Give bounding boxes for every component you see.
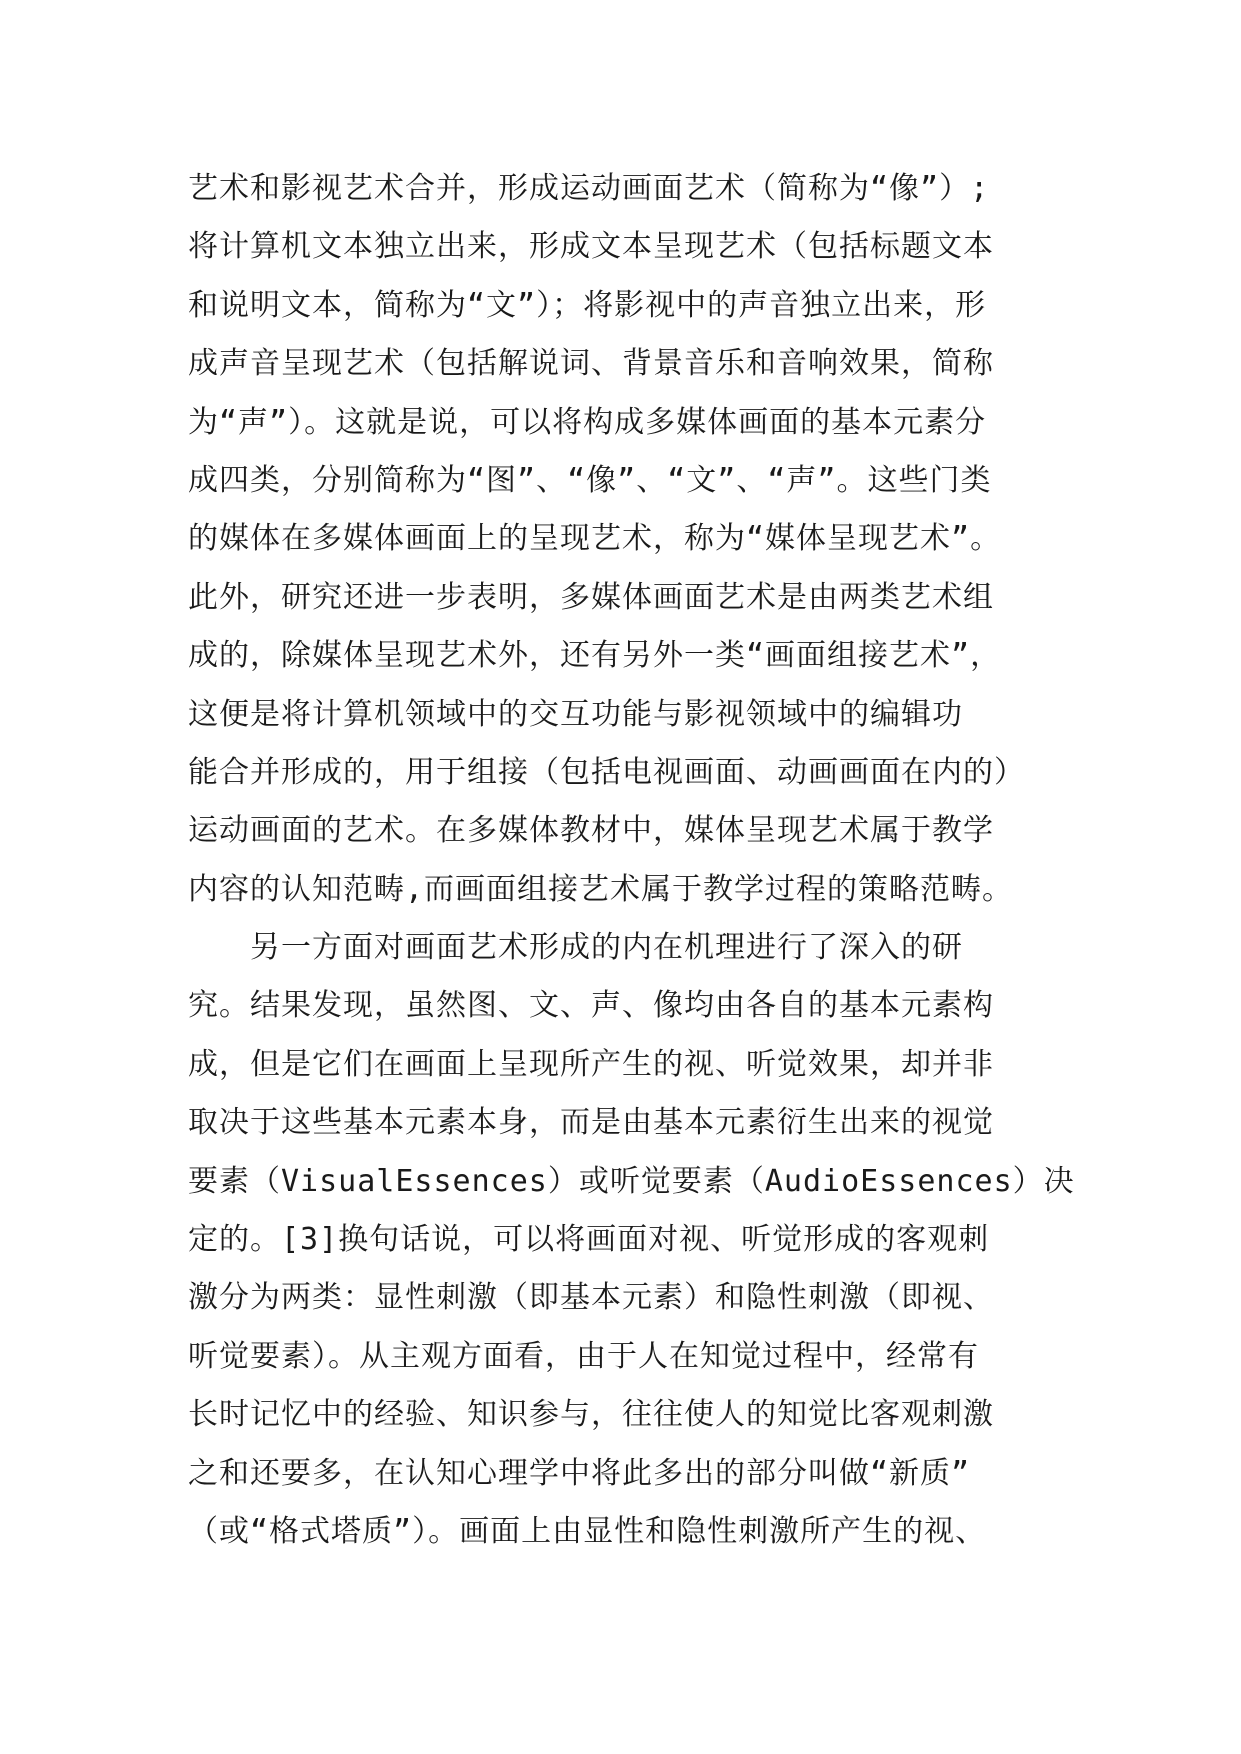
text-line: 的媒体在多媒体画面上的呈现艺术，称为“媒体呈现艺术”。 [188, 521, 1002, 557]
text-line: 能合并形成的，用于组接（包括电视画面、动画画面在内的） [188, 754, 1025, 790]
text-line: 成，但是它们在画面上呈现所产生的视、听觉效果，却并非 [188, 1046, 994, 1082]
text-line: 要素（VisualEssences）或听觉要素（AudioEssences）决 [188, 1163, 1075, 1199]
text-line: 此外，研究还进一步表明，多媒体画面艺术是由两类艺术组 [188, 579, 994, 615]
text-line: 之和还要多，在认知心理学中将此多出的部分叫做“新质” [188, 1455, 971, 1491]
text-line: 成四类，分别简称为“图”、“像”、“文”、“声”。这些门类 [188, 462, 992, 498]
text-line: 定的。[3]换句话说，可以将画面对视、听觉形成的客观刺 [188, 1222, 990, 1258]
text-line: 究。结果发现，虽然图、文、声、像均由各自的基本元素构 [188, 988, 994, 1024]
paragraph-start-line: 另一方面对画面艺术形成的内在机理进行了深入的研 [188, 930, 963, 966]
text-line: 长时记忆中的经验、知识参与，往往使人的知觉比客观刺激 [188, 1397, 994, 1433]
text-line: 将计算机文本独立出来，形成文本呈现艺术（包括标题文本 [188, 229, 994, 265]
text-line: 激分为两类：显性刺激（即基本元素）和隐性刺激（即视、 [188, 1280, 994, 1316]
text-line: 成的，除媒体呈现艺术外，还有另外一类“画面组接艺术”， [188, 638, 1002, 674]
text-line: 为“声”）。这就是说，可以将构成多媒体画面的基本元素分 [188, 404, 987, 440]
text-line: （或“格式塔质”）。画面上由显性和隐性刺激所产生的视、 [188, 1513, 987, 1549]
text-line: 内容的认知范畴,而画面组接艺术属于教学过程的策略范畴。 [188, 871, 1014, 907]
body-text [188, 160, 1073, 1561]
text-line: 成声音呈现艺术（包括解说词、背景音乐和音响效果，简称 [188, 346, 994, 382]
text-line: 运动画面的艺术。在多媒体教材中，媒体呈现艺术属于教学 [188, 813, 994, 849]
text-line: 和说明文本，简称为“文”）；将影视中的声音独立出来，形 [188, 287, 987, 323]
text-line: 这便是将计算机领域中的交互功能与影视领域中的编辑功 [188, 696, 963, 732]
text-line: 艺术和影视艺术合并，形成运动画面艺术（简称为“像”）; [188, 171, 990, 206]
text-line: 取决于这些基本元素本身，而是由基本元素衍生出来的视觉 [188, 1105, 994, 1141]
text-line: 听觉要素）。从主观方面看，由于人在知觉过程中，经常有 [188, 1338, 979, 1374]
